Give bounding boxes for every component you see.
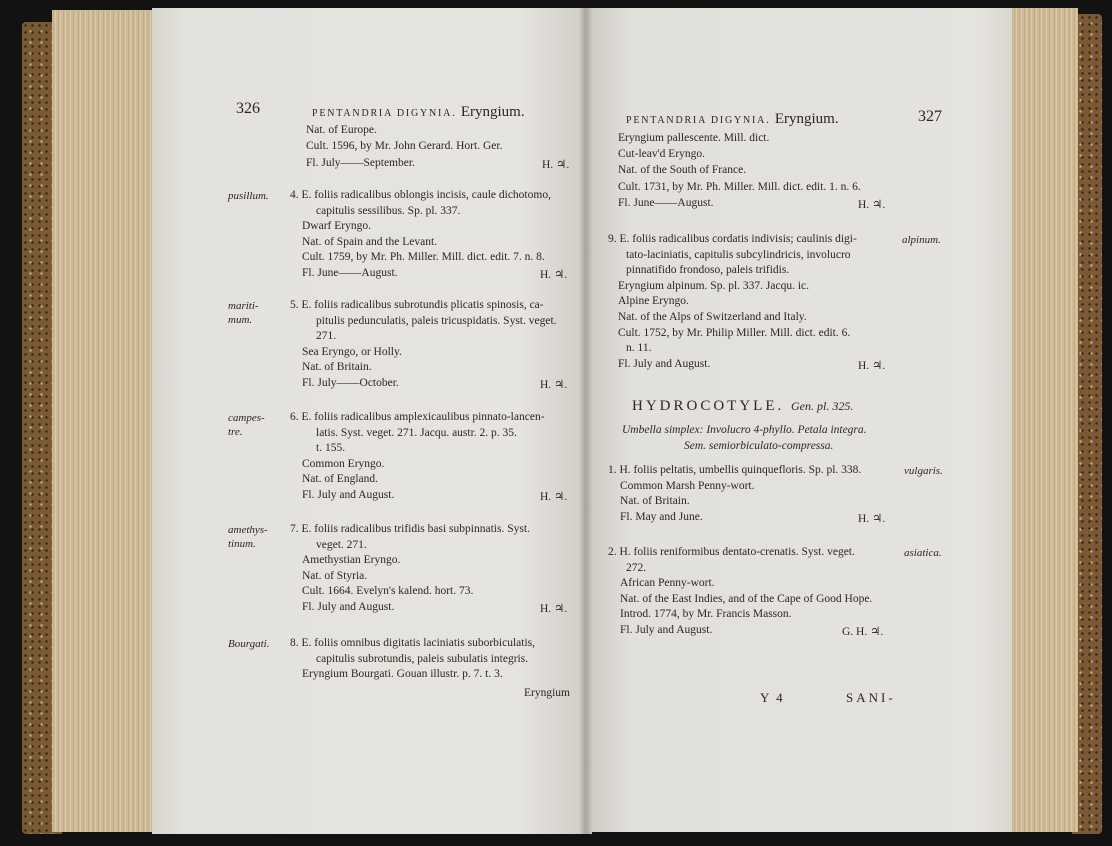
text-line: Fl. June——August.: [302, 267, 398, 279]
text-line: Nat. of the South of France.: [618, 164, 747, 176]
text-line: Nat. of Britain.: [302, 361, 372, 374]
catchword-left: Eryngium: [524, 687, 570, 699]
page-number-left: 326: [236, 100, 260, 117]
text-line: Sea Eryngo, or Holly.: [302, 345, 402, 358]
hardiness-mark: H. ♃.: [540, 603, 568, 615]
gutter: [580, 8, 592, 834]
text-line: Cut-leav'd Eryngo.: [618, 148, 706, 160]
text-line: Cult. 1731, by Mr. Ph. Miller. Mill. dict. edit. 1. n. 6.: [618, 181, 861, 193]
text-line: 7. E. foliis radicalibus trifidis basi subpinnatis. Syst.: [290, 523, 530, 535]
running-genus: Eryngium.: [774, 111, 839, 127]
margin-species-name: vulgaris.: [904, 465, 943, 477]
text-line: Cult. 1664. Evelyn's kalend. hort. 73.: [302, 585, 474, 598]
text-line: African Penny-wort.: [620, 577, 715, 590]
text-line: Fl. July and August.: [620, 624, 713, 636]
text-line: pinnatifido frondoso, paleis trifidis.: [626, 264, 790, 277]
text-line: Nat. of Spain and the Levant.: [302, 235, 438, 248]
text-line: Eryngium pallescente. Mill. dict.: [618, 132, 770, 144]
text-line: Alpine Eryngo.: [618, 295, 689, 308]
hardiness-mark: H. ♃.: [540, 379, 568, 391]
running-head-text: PENTANDRIA DIGYNIA.: [626, 115, 771, 126]
text-line: pitulis pedunculatis, paleis tricuspidatis. Syst. veget.: [316, 314, 557, 327]
text-line: Amethystian Eryngo.: [302, 554, 401, 567]
text-line: Cult. 1752, by Mr. Philip Miller. Mill. dict. edit. 6.: [618, 326, 851, 339]
signature-mark: Y 4: [760, 690, 785, 705]
text-line: latis. Syst. veget. 271. Jacqu. austr. 2. p. 35.: [316, 426, 517, 439]
hardiness-mark: H. ♃.: [858, 359, 886, 372]
margin-species-name: mariti-: [228, 300, 259, 312]
text-line: Common Eryngo.: [302, 457, 385, 470]
text-line: Nat. of Styria.: [302, 569, 368, 582]
text-line: Nat. of Britain.: [620, 495, 690, 508]
margin-species-name: tinum.: [228, 538, 256, 550]
right-page-edges: [1008, 8, 1078, 832]
text-line: Nat. of England.: [302, 473, 379, 486]
text-line: 2. H. foliis reniformibus dentato-crenatis. Syst. veget.: [608, 546, 855, 558]
text-line: Nat. of the Alps of Switzerland and Italy.: [618, 311, 807, 323]
text-line: 9. E. foliis radicalibus cordatis indivisis; caulinis digi-: [608, 233, 857, 245]
margin-species-name: tre.: [228, 426, 243, 438]
text-line: Fl. July and August.: [302, 489, 395, 501]
text-line: 6. E. foliis radicalibus amplexicaulibus pinnato-lancen-: [290, 411, 545, 423]
text-line: 1. H. foliis peltatis, umbellis quinquefloris. Sp. pl. 338.: [608, 464, 862, 476]
hardiness-mark: H. ♃.: [540, 491, 568, 503]
text-line: capitulis sessilibus. Sp. pl. 337.: [316, 204, 461, 217]
margin-species-name: mum.: [228, 314, 253, 326]
text-line: 272.: [626, 561, 647, 574]
text-line: Eryngium alpinum. Sp. pl. 337. Jacqu. ic.: [618, 279, 810, 292]
page-number-right: 327: [918, 108, 942, 125]
genus-title: [632, 398, 853, 415]
hardiness-mark: H. ♃.: [542, 159, 570, 171]
text-line: Fl. May and June.: [620, 510, 703, 523]
genus-description-line: Umbella simplex: Involucro 4-phyllo. Petala integra.: [622, 424, 867, 436]
genus-title-text: HYDROCOTYLE.: [632, 398, 785, 414]
text-line: Cult. 1759, by Mr. Ph. Miller. Mill. dict. edit. 7. n. 8.: [302, 251, 545, 264]
left-page-edges: [52, 10, 164, 832]
running-genus: Eryngium.: [460, 104, 525, 120]
margin-species-name: alpinum.: [902, 234, 941, 246]
text-line: Fl. July——September.: [306, 157, 415, 169]
catchword-right: SANI-: [846, 690, 896, 705]
text-line: t. 155.: [316, 442, 346, 455]
text-line: veget. 271.: [316, 538, 367, 551]
text-line: 4. E. foliis radicalibus oblongis incisis, caule dichotomo,: [290, 189, 551, 201]
hardiness-mark: H. ♃.: [858, 512, 886, 525]
margin-species-name: campes-: [228, 412, 265, 424]
text-line: capitulis subrotundis, paleis subulatis integris.: [316, 652, 529, 665]
text-line: Cult. 1596, by Mr. John Gerard. Hort. Ger.: [306, 140, 503, 152]
text-line: Dwarf Eryngo.: [302, 220, 371, 233]
text-line: Fl. July and August.: [302, 601, 395, 613]
text-line: Eryngium Bourgati. Gouan illustr. p. 7. t. 3.: [302, 668, 503, 681]
genus-reference: Gen. pl. 325.: [791, 399, 854, 413]
running-head-left: [312, 104, 525, 121]
text-line: Introd. 1774, by Mr. Francis Masson.: [620, 608, 792, 621]
text-line: Fl. July and August.: [618, 357, 711, 370]
text-line: 5. E. foliis radicalibus subrotundis plicatis spinosis, ca-: [290, 299, 544, 311]
margin-species-name: Bourgati.: [228, 638, 270, 650]
text-line: n. 11.: [626, 342, 652, 355]
hardiness-mark: H. ♃.: [540, 269, 568, 281]
text-line: Common Marsh Penny-wort.: [620, 479, 755, 492]
margin-species-name: asiatica.: [904, 547, 942, 559]
text-line: Nat. of the East Indies, and of the Cape of Good Hope.: [620, 592, 873, 605]
margin-species-name: pusillum.: [228, 190, 269, 202]
text-line: tato-laciniatis, capitulis subcylindricis, involucro: [626, 248, 851, 261]
text-line: Nat. of Europe.: [306, 124, 377, 136]
hardiness-mark: G. H. ♃.: [842, 626, 884, 638]
text-line: 271.: [316, 330, 337, 343]
hardiness-mark: H. ♃.: [858, 199, 886, 211]
text-line: 8. E. foliis omnibus digitatis laciniatis suborbiculatis,: [290, 637, 535, 649]
running-head-right: [626, 111, 839, 128]
running-head-text: PENTANDRIA DIGYNIA.: [312, 108, 457, 119]
text-line: Fl. June——August.: [618, 197, 714, 209]
genus-description-line: Sem. semiorbiculato-compressa.: [684, 440, 834, 452]
margin-species-name: amethys-: [228, 524, 268, 536]
text-line: Fl. July——October.: [302, 377, 399, 389]
